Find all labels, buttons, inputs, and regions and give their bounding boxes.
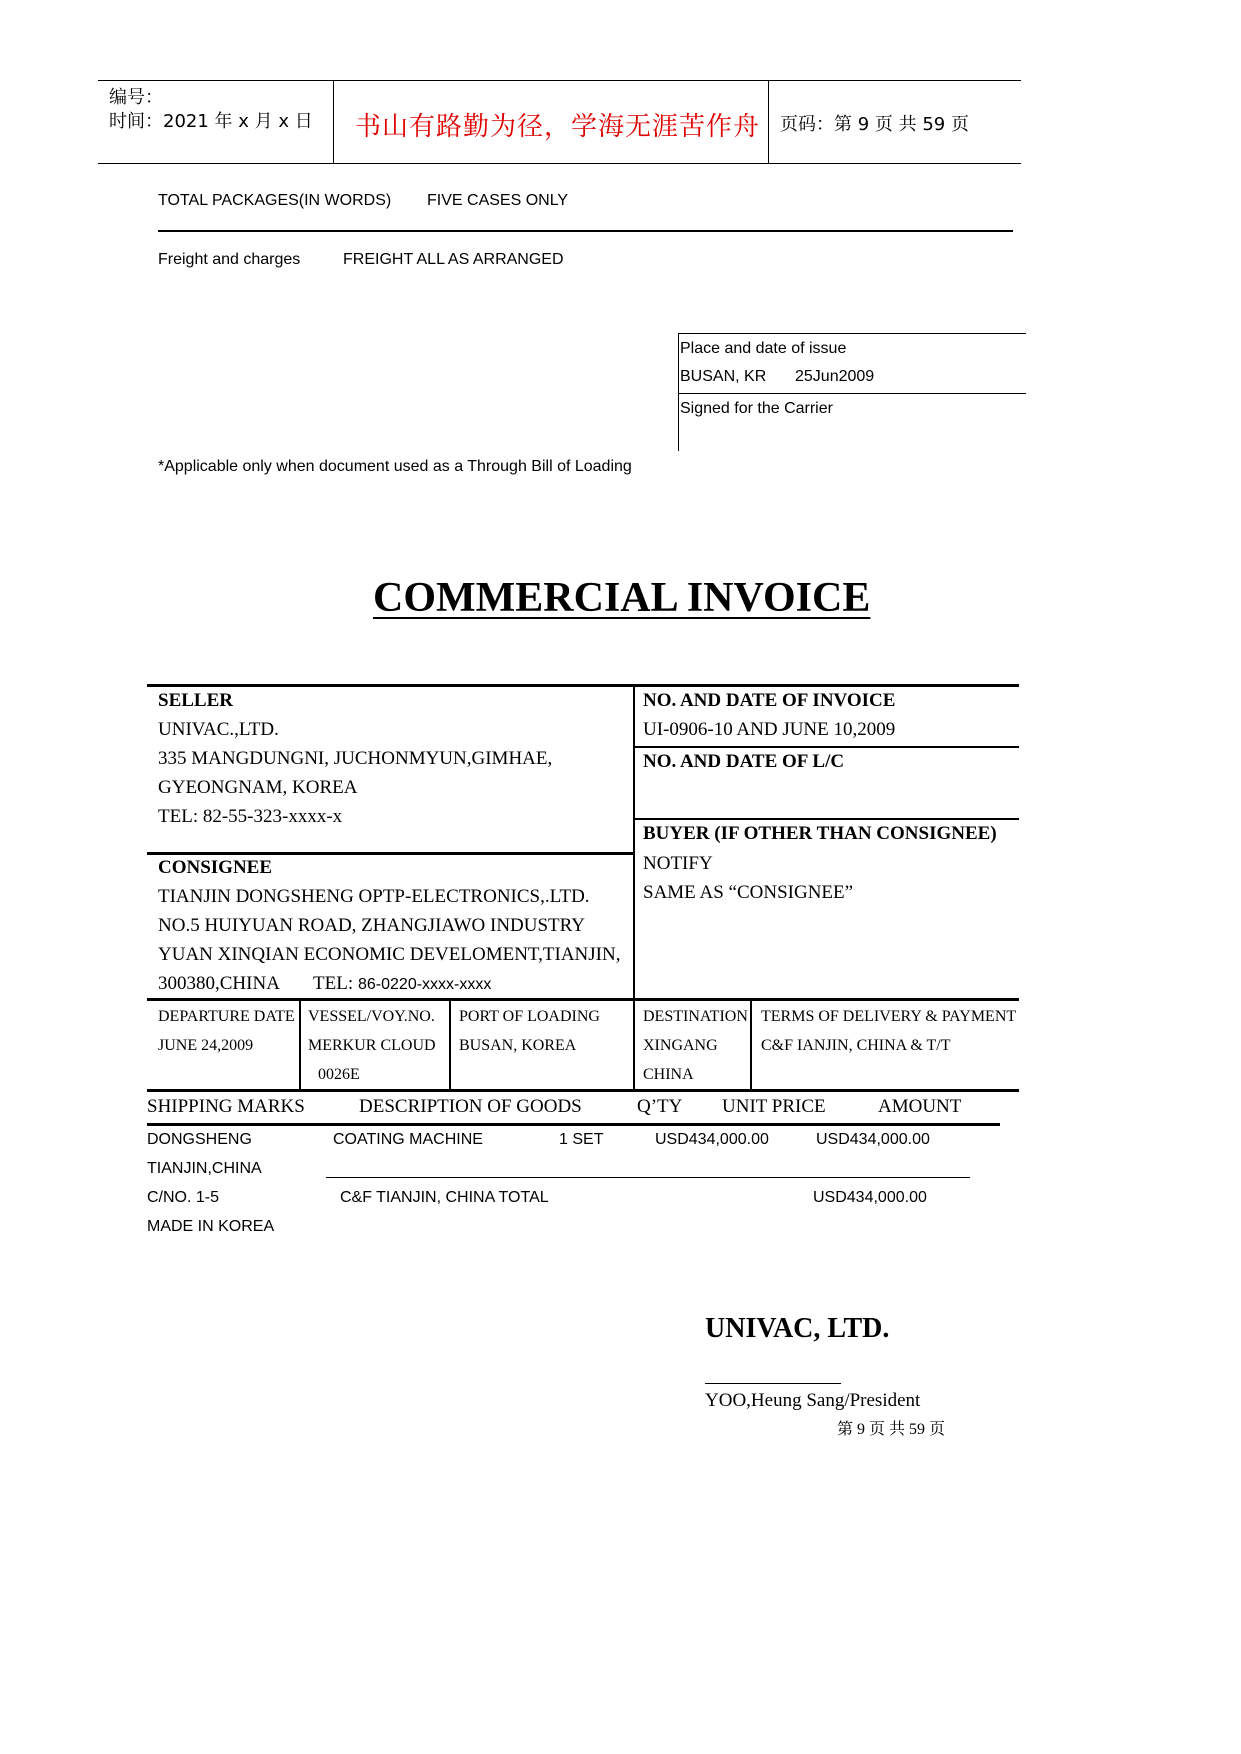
- time-label: 时间：2021 年 x 月 x 日: [109, 111, 313, 132]
- company-signature: UNIVAC, LTD.: [705, 1313, 890, 1344]
- motto: 书山有路勤为径，学海无涯苦作舟: [355, 112, 761, 142]
- item-qty: 1 SET: [559, 1131, 604, 1148]
- signatory: YOO,Heung Sang/President: [705, 1390, 921, 1411]
- consignee-postcode: 300380,CHINA: [158, 973, 280, 994]
- consignee-line: YUAN XINQIAN ECONOMIC DEVELOMENT,TIANJIN,: [158, 944, 621, 965]
- item-unit-price: USD434,000.00: [655, 1131, 769, 1148]
- terms-label: TERMS OF DELIVERY & PAYMENT: [761, 1008, 1017, 1025]
- consignee-line: NO.5 HUIYUAN ROAD, ZHANGJIAWO INDUSTRY: [158, 915, 586, 936]
- vessel-value: MERKUR CLOUD: [308, 1037, 436, 1054]
- seller-line: TEL: 82-55-323-xxxx-x: [158, 806, 343, 827]
- departure-label: DEPARTURE DATE: [158, 1008, 295, 1025]
- buyer-line: NOTIFY: [643, 853, 713, 874]
- seller-line: UNIVAC.,LTD.: [158, 719, 279, 740]
- shipping-mark-line: DONGSHENG: [147, 1131, 252, 1148]
- number-label: 编号：: [109, 87, 163, 108]
- invoice-no-heading: NO. AND DATE OF INVOICE: [643, 690, 896, 711]
- footnote: *Applicable only when document used as a Through Bill of Loading: [158, 458, 632, 475]
- freight-label: Freight and charges: [158, 251, 301, 268]
- col-shipping-marks: SHIPPING MARKS: [147, 1096, 305, 1117]
- consignee-heading: CONSIGNEE: [158, 857, 273, 878]
- invoice-no-value: UI-0906-10 AND JUNE 10,2009: [643, 719, 896, 740]
- shipping-mark-line: TIANJIN,CHINA: [147, 1160, 262, 1177]
- col-unit-price: UNIT PRICE: [722, 1096, 826, 1117]
- issue-place: BUSAN, KR: [680, 368, 767, 385]
- destination-country: CHINA: [643, 1066, 694, 1083]
- freight-value: FREIGHT ALL AS ARRANGED: [343, 251, 564, 268]
- total-label: C&F TIANJIN, CHINA TOTAL: [340, 1189, 549, 1206]
- col-description: DESCRIPTION OF GOODS: [359, 1096, 582, 1117]
- col-amount: AMOUNT: [878, 1096, 962, 1117]
- port-value: BUSAN, KOREA: [459, 1037, 577, 1054]
- total-amount: USD434,000.00: [813, 1189, 927, 1206]
- page-number: 页码：第 9 页 共 59 页: [780, 114, 969, 135]
- seller-line: 335 MANGDUNGNI, JUCHONMYUN,GIMHAE,: [158, 748, 553, 769]
- shipping-mark-line: MADE IN KOREA: [147, 1218, 275, 1235]
- destination-value: XINGANG: [643, 1037, 718, 1054]
- total-packages-label: TOTAL PACKAGES(IN WORDS): [158, 192, 392, 209]
- destination-label: DESTINATION: [643, 1008, 748, 1025]
- departure-value: JUNE 24,2009: [158, 1037, 254, 1054]
- vessel-label: VESSEL/VOY.NO.: [308, 1008, 435, 1025]
- footer-page-number: 第 9 页 共 59 页: [837, 1421, 946, 1438]
- item-amount: USD434,000.00: [816, 1131, 930, 1148]
- terms-value: C&F IANJIN, CHINA & T/T: [761, 1037, 951, 1054]
- invoice-title: COMMERCIAL INVOICE: [373, 575, 871, 621]
- seller-heading: SELLER: [158, 690, 233, 711]
- signed-label: Signed for the Carrier: [680, 400, 833, 417]
- seller-line: GYEONGNAM, KOREA: [158, 777, 358, 798]
- buyer-heading: BUYER (IF OTHER THAN CONSIGNEE): [643, 823, 997, 844]
- col-qty: Q’TY: [637, 1096, 683, 1117]
- place-date-label: Place and date of issue: [680, 340, 847, 357]
- item-description: COATING MACHINE: [333, 1131, 483, 1148]
- total-packages-value: FIVE CASES ONLY: [427, 192, 569, 209]
- consignee-line: TIANJIN DONGSHENG OPTP-ELECTRONICS,.LTD.: [158, 886, 590, 907]
- vessel-voyage: 0026E: [318, 1066, 360, 1083]
- buyer-line: SAME AS “CONSIGNEE”: [643, 882, 854, 903]
- issue-date: 25Jun2009: [795, 368, 875, 385]
- port-label: PORT OF LOADING: [459, 1008, 600, 1025]
- consignee-tel-label: TEL:: [313, 973, 354, 994]
- lc-heading: NO. AND DATE OF L/C: [643, 751, 845, 772]
- consignee-tel-value: 86-0220-xxxx-xxxx: [358, 976, 492, 993]
- shipping-mark-line: C/NO. 1-5: [147, 1189, 220, 1206]
